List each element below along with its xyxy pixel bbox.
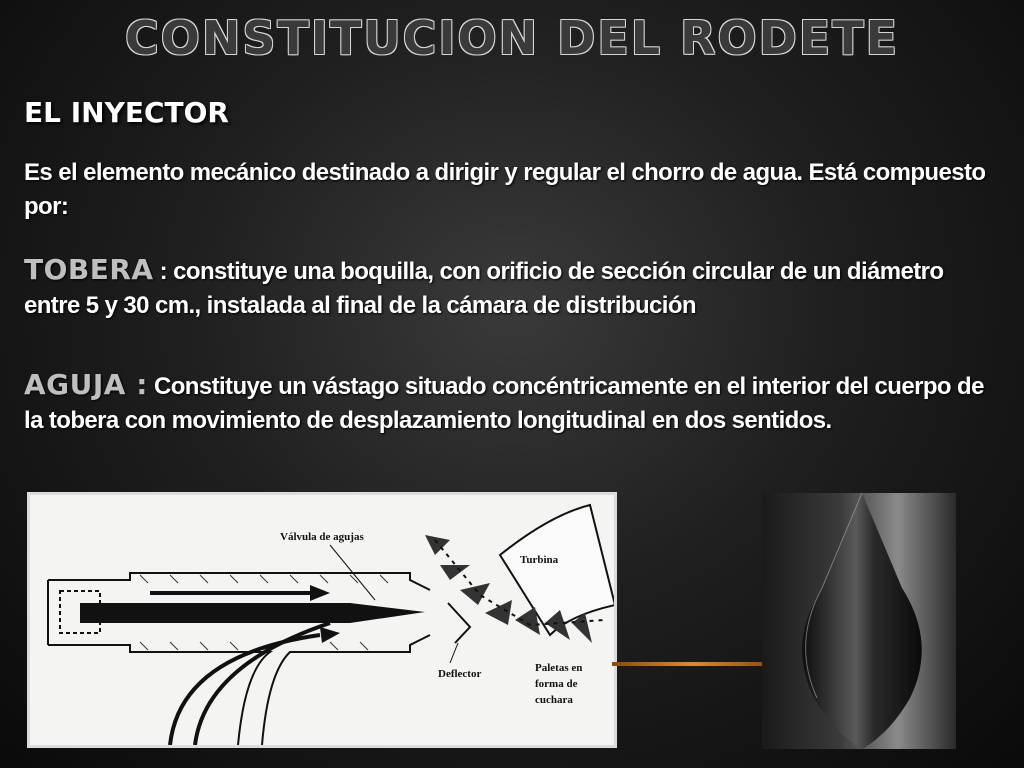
label-deflector: Deflector (438, 668, 482, 680)
slide-title: CONSTITUCION DEL RODETE (124, 11, 900, 65)
tobera-term: TOBERA (24, 253, 154, 286)
accent-line (612, 662, 772, 666)
tobera-paragraph (24, 253, 1004, 323)
needle-shape (802, 493, 922, 749)
intro-text: Es el elemento mecánico destinado a dirigir y regular el chorro de agua. Está compuesto por: (24, 159, 986, 220)
deflector-pointer (450, 643, 458, 663)
aguja-term: AGUJA : (24, 368, 148, 401)
injector-diagram-svg (30, 495, 614, 745)
injector-diagram (27, 492, 617, 748)
label-paletas-3: cuchara (535, 694, 573, 706)
section-subtitle: EL INYECTOR (24, 96, 229, 129)
aguja-paragraph (24, 368, 1004, 438)
aguja-text: Constituye un vástago situado concéntricamente en el interior del cuerpo de la tobera con movimiento de desplazamiento longitudinal en dos sentidos. (24, 373, 984, 434)
label-paletas-2: forma de (535, 678, 578, 690)
intro-paragraph (24, 156, 1004, 224)
label-valvula: Válvula de agujas (280, 531, 364, 543)
tobera-separator: : (153, 258, 174, 285)
label-paletas-1: Paletas en (535, 662, 583, 674)
deflector-shape (448, 603, 470, 643)
needle-photo-svg (762, 493, 956, 749)
needle-photo (762, 493, 956, 749)
tobera-text: constituye una boquilla, con orificio de sección circular de un diámetro entre 5 y 30 cm., instalada al final de la cámara de distribución (24, 258, 944, 319)
label-turbina: Turbina (520, 554, 559, 566)
